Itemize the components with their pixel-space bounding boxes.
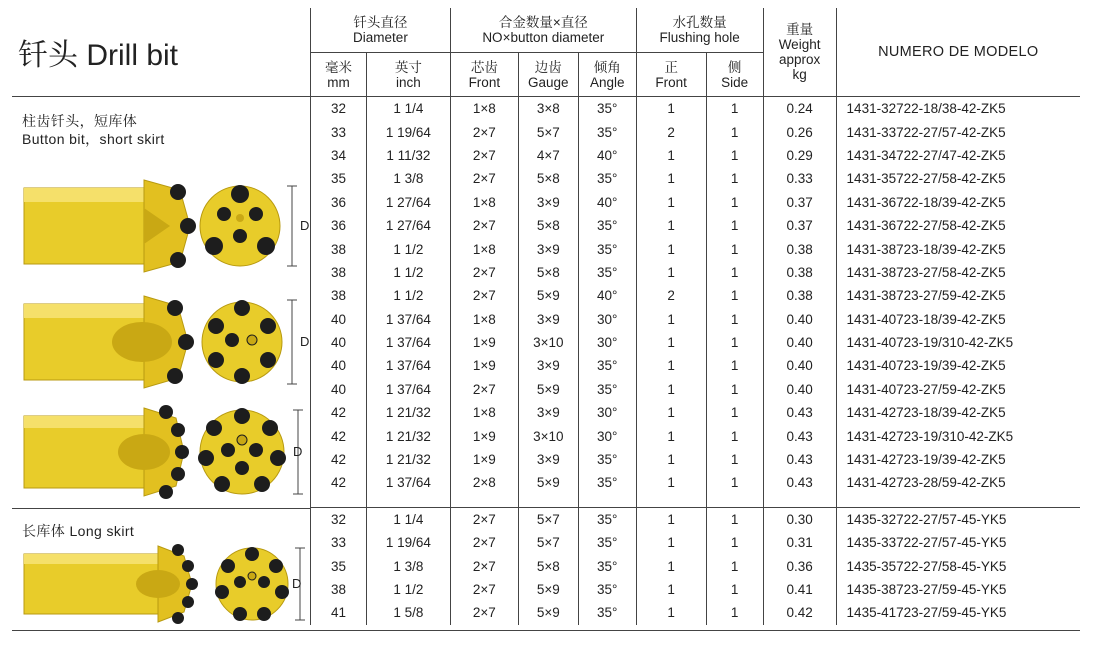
cell-gauge: 5×8 <box>518 261 578 284</box>
cell-flush-front: 1 <box>636 448 706 471</box>
cell-flush-side: 1 <box>706 401 763 424</box>
header-flush-side-zh: 侧 <box>727 59 742 75</box>
cell-flush-side: 1 <box>706 167 763 190</box>
header-front <box>450 53 518 97</box>
cell-angle: 35° <box>578 120 636 143</box>
table-row <box>311 378 1081 401</box>
table-row <box>311 354 1081 377</box>
cell-gauge: 4×7 <box>518 144 578 167</box>
header-flushing <box>636 8 763 53</box>
cell-mm: 40 <box>311 354 367 377</box>
header-buttons-zh: 合金数量×直径 <box>498 15 588 30</box>
separator-cell <box>518 495 578 508</box>
cell-gauge: 3×9 <box>518 354 578 377</box>
section-label-long-zh: 长库体 Long skirt <box>22 523 135 539</box>
bit-drawing-2 <box>20 288 310 398</box>
cell-model: 1431-42723-18/39-42-ZK5 <box>836 401 1080 424</box>
cell-mm: 36 <box>311 214 367 237</box>
cell-flush-side: 1 <box>706 261 763 284</box>
cell-flush-front: 1 <box>636 331 706 354</box>
cell-angle: 35° <box>578 378 636 401</box>
bit-drawing-1 <box>20 168 310 278</box>
cell-mm: 42 <box>311 401 367 424</box>
cell-gauge: 5×7 <box>518 531 578 554</box>
cell-model: 1431-35722-27/58-42-ZK5 <box>836 167 1080 190</box>
cell-inch: 1 37/64 <box>366 308 450 331</box>
cell-weight: 0.26 <box>763 120 836 143</box>
cell-angle: 35° <box>578 578 636 601</box>
header-diameter-en: Diameter <box>353 30 408 45</box>
cell-inch: 1 11/32 <box>366 144 450 167</box>
cell-inch: 1 27/64 <box>366 191 450 214</box>
section-label-short-zh: 柱齿钎头，短库体 <box>22 113 138 129</box>
spec-table <box>310 8 1080 625</box>
cell-weight: 0.37 <box>763 214 836 237</box>
cell-gauge: 3×9 <box>518 448 578 471</box>
cell-flush-front: 1 <box>636 237 706 260</box>
bit-front-view-1 <box>200 185 309 266</box>
cell-inch: 1 1/4 <box>366 507 450 531</box>
header-inch-zh: 英寸 <box>394 59 422 75</box>
table-row <box>311 237 1081 260</box>
cell-mm: 42 <box>311 424 367 447</box>
header-flushing-zh: 水孔数量 <box>672 15 727 30</box>
header-weight-approx: approx <box>778 52 821 67</box>
cell-flush-side: 1 <box>706 97 763 121</box>
cell-weight: 0.43 <box>763 424 836 447</box>
dimension-label-d: D <box>300 218 310 233</box>
cell-front: 1×9 <box>450 331 518 354</box>
cell-model: 1431-42723-28/59-42-ZK5 <box>836 471 1080 494</box>
separator-cell <box>763 495 836 508</box>
cell-front: 2×7 <box>450 167 518 190</box>
cell-flush-side: 1 <box>706 308 763 331</box>
cell-gauge: 3×9 <box>518 308 578 331</box>
table-row <box>311 284 1081 307</box>
cell-flush-front: 1 <box>636 261 706 284</box>
table-row <box>311 601 1081 624</box>
cell-model: 1431-32722-18/38-42-ZK5 <box>836 97 1080 121</box>
cell-inch: 1 5/8 <box>366 601 450 624</box>
header-gauge <box>518 53 578 97</box>
cell-weight: 0.31 <box>763 531 836 554</box>
cell-weight: 0.33 <box>763 167 836 190</box>
dimension-label-d: D <box>300 334 310 349</box>
cell-inch: 1 27/64 <box>366 214 450 237</box>
cell-gauge: 5×8 <box>518 167 578 190</box>
cell-weight: 0.43 <box>763 471 836 494</box>
cell-flush-side: 1 <box>706 191 763 214</box>
cell-inch: 1 3/8 <box>366 554 450 577</box>
table-row <box>311 308 1081 331</box>
cell-mm: 41 <box>311 601 367 624</box>
bottom-rule <box>12 630 1080 631</box>
cell-flush-side: 1 <box>706 354 763 377</box>
table-row <box>311 191 1081 214</box>
header-weight-unit: kg <box>792 67 807 82</box>
cell-flush-front: 1 <box>636 578 706 601</box>
cell-front: 2×7 <box>450 554 518 577</box>
header-front-zh: 芯齿 <box>470 59 498 75</box>
cell-flush-side: 1 <box>706 554 763 577</box>
cell-inch: 1 21/32 <box>366 448 450 471</box>
cell-model: 1431-36722-18/39-42-ZK5 <box>836 191 1080 214</box>
cell-flush-front: 2 <box>636 284 706 307</box>
header-mm <box>311 53 367 97</box>
cell-flush-side: 1 <box>706 284 763 307</box>
cell-flush-front: 1 <box>636 424 706 447</box>
cell-front: 2×7 <box>450 214 518 237</box>
cell-angle: 30° <box>578 308 636 331</box>
cell-mm: 40 <box>311 308 367 331</box>
cell-flush-front: 1 <box>636 167 706 190</box>
header-inch-en: inch <box>396 74 421 90</box>
cell-mm: 38 <box>311 578 367 601</box>
header-flush-front-zh: 正 <box>664 59 678 75</box>
cell-front: 1×9 <box>450 424 518 447</box>
cell-front: 1×8 <box>450 401 518 424</box>
header-diameter-zh: 钎头直径 <box>353 15 408 30</box>
section-label-short <box>22 112 165 148</box>
cell-gauge: 5×8 <box>518 554 578 577</box>
header-weight-zh: 重量 <box>786 22 814 37</box>
bit-side-view-4 <box>24 544 198 624</box>
cell-inch: 1 21/32 <box>366 424 450 447</box>
cell-flush-side: 1 <box>706 378 763 401</box>
header-inch <box>366 53 450 97</box>
cell-gauge: 3×9 <box>518 191 578 214</box>
cell-front: 2×7 <box>450 284 518 307</box>
cell-angle: 35° <box>578 214 636 237</box>
cell-inch: 1 37/64 <box>366 354 450 377</box>
separator-cell <box>578 495 636 508</box>
cell-mm: 40 <box>311 331 367 354</box>
bit-front-view-3 <box>198 408 303 494</box>
section-divider <box>12 508 310 509</box>
cell-model: 1431-42723-19/310-42-ZK5 <box>836 424 1080 447</box>
header-flush-front <box>636 53 706 97</box>
cell-inch: 1 37/64 <box>366 471 450 494</box>
cell-angle: 35° <box>578 601 636 624</box>
cell-flush-side: 1 <box>706 144 763 167</box>
cell-model: 1435-32722-27/57-45-YK5 <box>836 507 1080 531</box>
cell-front: 1×9 <box>450 354 518 377</box>
cell-inch: 1 1/4 <box>366 97 450 121</box>
cell-flush-side: 1 <box>706 424 763 447</box>
cell-weight: 0.40 <box>763 331 836 354</box>
cell-front: 2×7 <box>450 144 518 167</box>
header-buttons <box>450 8 636 53</box>
table-row <box>311 554 1081 577</box>
cell-front: 2×7 <box>450 578 518 601</box>
cell-model: 1431-34722-27/47-42-ZK5 <box>836 144 1080 167</box>
cell-front: 1×8 <box>450 97 518 121</box>
cell-weight: 0.40 <box>763 308 836 331</box>
cell-mm: 33 <box>311 120 367 143</box>
bit-side-view-1 <box>24 180 196 272</box>
cell-mm: 34 <box>311 144 367 167</box>
table-row <box>311 507 1081 531</box>
cell-flush-front: 1 <box>636 144 706 167</box>
title-cell <box>12 8 310 97</box>
cell-flush-front: 1 <box>636 214 706 237</box>
header-flush-side <box>706 53 763 97</box>
cell-mm: 36 <box>311 191 367 214</box>
table-row <box>311 331 1081 354</box>
cell-gauge: 3×10 <box>518 331 578 354</box>
header-angle-en: Angle <box>589 74 625 90</box>
header-gauge-zh: 边齿 <box>534 59 562 75</box>
cell-gauge: 5×9 <box>518 378 578 401</box>
cell-gauge: 3×10 <box>518 424 578 447</box>
table-row <box>311 97 1081 121</box>
cell-weight: 0.43 <box>763 401 836 424</box>
cell-angle: 35° <box>578 507 636 531</box>
table-row <box>311 261 1081 284</box>
cell-gauge: 5×7 <box>518 507 578 531</box>
header-angle-zh: 倾角 <box>593 59 621 75</box>
header-model: NUMERO DE MODELO <box>836 8 1080 97</box>
cell-inch: 1 1/2 <box>366 261 450 284</box>
table-row <box>311 531 1081 554</box>
cell-gauge: 5×9 <box>518 601 578 624</box>
separator-cell <box>311 495 367 508</box>
table-row <box>311 120 1081 143</box>
header-mm-zh: 毫米 <box>324 59 352 75</box>
cell-angle: 35° <box>578 354 636 377</box>
cell-weight: 0.38 <box>763 261 836 284</box>
cell-inch: 1 19/64 <box>366 120 450 143</box>
cell-flush-front: 1 <box>636 401 706 424</box>
bit-front-view-4 <box>215 547 305 621</box>
cell-weight: 0.42 <box>763 601 836 624</box>
cell-weight: 0.24 <box>763 97 836 121</box>
cell-angle: 40° <box>578 191 636 214</box>
cell-flush-side: 1 <box>706 448 763 471</box>
cell-angle: 30° <box>578 424 636 447</box>
cell-weight: 0.36 <box>763 554 836 577</box>
cell-front: 2×8 <box>450 471 518 494</box>
cell-flush-front: 1 <box>636 507 706 531</box>
cell-model: 1431-38723-27/59-42-ZK5 <box>836 284 1080 307</box>
cell-model: 1435-33722-27/57-45-YK5 <box>836 531 1080 554</box>
cell-flush-front: 1 <box>636 191 706 214</box>
cell-front: 1×8 <box>450 191 518 214</box>
header-flush-side-en: Side <box>721 74 749 90</box>
cell-front: 2×7 <box>450 531 518 554</box>
cell-flush-front: 1 <box>636 378 706 401</box>
header-buttons-en: NO×button diameter <box>482 30 605 45</box>
cell-angle: 40° <box>578 284 636 307</box>
separator-cell <box>366 495 450 508</box>
cell-weight: 0.30 <box>763 507 836 531</box>
cell-flush-front: 2 <box>636 120 706 143</box>
table-row <box>311 167 1081 190</box>
cell-model: 1431-40723-27/59-42-ZK5 <box>836 378 1080 401</box>
cell-angle: 35° <box>578 261 636 284</box>
page-title: 钎头 Drill bit <box>18 39 179 72</box>
cell-angle: 40° <box>578 144 636 167</box>
cell-gauge: 5×7 <box>518 120 578 143</box>
cell-front: 2×7 <box>450 378 518 401</box>
cell-mm: 40 <box>311 378 367 401</box>
bit-side-view-2 <box>24 296 194 388</box>
cell-angle: 35° <box>578 167 636 190</box>
cell-angle: 35° <box>578 471 636 494</box>
dimension-label-d: D <box>293 444 303 459</box>
cell-angle: 35° <box>578 97 636 121</box>
cell-model: 1431-42723-19/39-42-ZK5 <box>836 448 1080 471</box>
cell-angle: 35° <box>578 448 636 471</box>
drill-bit-spec-sheet <box>12 8 1080 632</box>
spec-table-body <box>311 97 1081 625</box>
cell-mm: 38 <box>311 237 367 260</box>
cell-flush-front: 1 <box>636 471 706 494</box>
cell-mm: 38 <box>311 284 367 307</box>
cell-flush-front: 1 <box>636 308 706 331</box>
cell-weight: 0.41 <box>763 578 836 601</box>
cell-front: 1×8 <box>450 308 518 331</box>
section-label-short-en: Button bit，short skirt <box>22 131 165 147</box>
header-front-en: Front <box>468 74 501 90</box>
cell-inch: 1 1/2 <box>366 578 450 601</box>
cell-model: 1435-38723-27/59-45-YK5 <box>836 578 1080 601</box>
header-diameter <box>311 8 451 53</box>
cell-weight: 0.38 <box>763 237 836 260</box>
header-mm-en: mm <box>327 74 350 90</box>
header-weight-en: Weight <box>778 37 821 52</box>
cell-model: 1431-40723-19/39-42-ZK5 <box>836 354 1080 377</box>
cell-angle: 30° <box>578 401 636 424</box>
cell-weight: 0.40 <box>763 354 836 377</box>
separator-cell <box>450 495 518 508</box>
section-separator-row <box>311 495 1081 508</box>
cell-front: 1×8 <box>450 237 518 260</box>
header-flush-front-en: Front <box>655 74 687 90</box>
cell-flush-front: 1 <box>636 601 706 624</box>
cell-mm: 32 <box>311 97 367 121</box>
cell-front: 2×7 <box>450 507 518 531</box>
cell-inch: 1 3/8 <box>366 167 450 190</box>
header-flushing-en: Flushing hole <box>659 30 740 45</box>
cell-model: 1431-40723-19/310-42-ZK5 <box>836 331 1080 354</box>
bit-front-view-2 <box>202 300 309 384</box>
cell-model: 1431-38723-18/39-42-ZK5 <box>836 237 1080 260</box>
cell-gauge: 3×8 <box>518 97 578 121</box>
header-angle <box>578 53 636 97</box>
cell-front: 2×7 <box>450 261 518 284</box>
dimension-label-d: D <box>292 576 302 591</box>
cell-weight: 0.40 <box>763 378 836 401</box>
cell-weight: 0.37 <box>763 191 836 214</box>
bit-drawing-4 <box>20 542 310 626</box>
header-weight <box>763 8 836 97</box>
table-row <box>311 578 1081 601</box>
cell-flush-front: 1 <box>636 97 706 121</box>
bit-drawing-3 <box>20 402 310 502</box>
cell-inch: 1 21/32 <box>366 401 450 424</box>
cell-mm: 38 <box>311 261 367 284</box>
cell-inch: 1 37/64 <box>366 378 450 401</box>
cell-flush-front: 1 <box>636 354 706 377</box>
cell-front: 2×7 <box>450 120 518 143</box>
table-row <box>311 214 1081 237</box>
cell-flush-side: 1 <box>706 601 763 624</box>
cell-weight: 0.29 <box>763 144 836 167</box>
separator-cell <box>836 495 1080 508</box>
cell-inch: 1 1/2 <box>366 237 450 260</box>
cell-mm: 35 <box>311 554 367 577</box>
table-row <box>311 424 1081 447</box>
cell-flush-side: 1 <box>706 507 763 531</box>
cell-angle: 35° <box>578 531 636 554</box>
cell-model: 1431-40723-18/39-42-ZK5 <box>836 308 1080 331</box>
cell-flush-front: 1 <box>636 554 706 577</box>
cell-flush-side: 1 <box>706 237 763 260</box>
cell-flush-front: 1 <box>636 531 706 554</box>
cell-mm: 33 <box>311 531 367 554</box>
cell-weight: 0.38 <box>763 284 836 307</box>
separator-cell <box>636 495 706 508</box>
cell-gauge: 3×9 <box>518 237 578 260</box>
cell-mm: 35 <box>311 167 367 190</box>
cell-mm: 42 <box>311 448 367 471</box>
cell-mm: 32 <box>311 507 367 531</box>
cell-model: 1435-41723-27/59-45-YK5 <box>836 601 1080 624</box>
cell-model: 1435-35722-27/58-45-YK5 <box>836 554 1080 577</box>
cell-front: 1×9 <box>450 448 518 471</box>
cell-model: 1431-33722-27/57-42-ZK5 <box>836 120 1080 143</box>
section-label-long <box>22 522 134 540</box>
cell-gauge: 5×8 <box>518 214 578 237</box>
cell-mm: 42 <box>311 471 367 494</box>
cell-flush-side: 1 <box>706 578 763 601</box>
cell-gauge: 3×9 <box>518 401 578 424</box>
cell-flush-side: 1 <box>706 214 763 237</box>
table-row <box>311 471 1081 494</box>
bit-side-view-3 <box>24 405 189 499</box>
cell-angle: 35° <box>578 237 636 260</box>
header-gauge-en: Gauge <box>528 74 569 90</box>
cell-weight: 0.43 <box>763 448 836 471</box>
cell-angle: 30° <box>578 331 636 354</box>
separator-cell <box>706 495 763 508</box>
cell-gauge: 5×9 <box>518 284 578 307</box>
cell-model: 1431-36722-27/58-42-ZK5 <box>836 214 1080 237</box>
cell-gauge: 5×9 <box>518 578 578 601</box>
cell-front: 2×7 <box>450 601 518 624</box>
table-row <box>311 448 1081 471</box>
cell-inch: 1 1/2 <box>366 284 450 307</box>
table-row <box>311 144 1081 167</box>
cell-flush-side: 1 <box>706 120 763 143</box>
cell-flush-side: 1 <box>706 331 763 354</box>
cell-flush-side: 1 <box>706 471 763 494</box>
cell-inch: 1 37/64 <box>366 331 450 354</box>
table-row <box>311 401 1081 424</box>
cell-angle: 35° <box>578 554 636 577</box>
cell-gauge: 5×9 <box>518 471 578 494</box>
cell-model: 1431-38723-27/58-42-ZK5 <box>836 261 1080 284</box>
cell-inch: 1 19/64 <box>366 531 450 554</box>
cell-flush-side: 1 <box>706 531 763 554</box>
